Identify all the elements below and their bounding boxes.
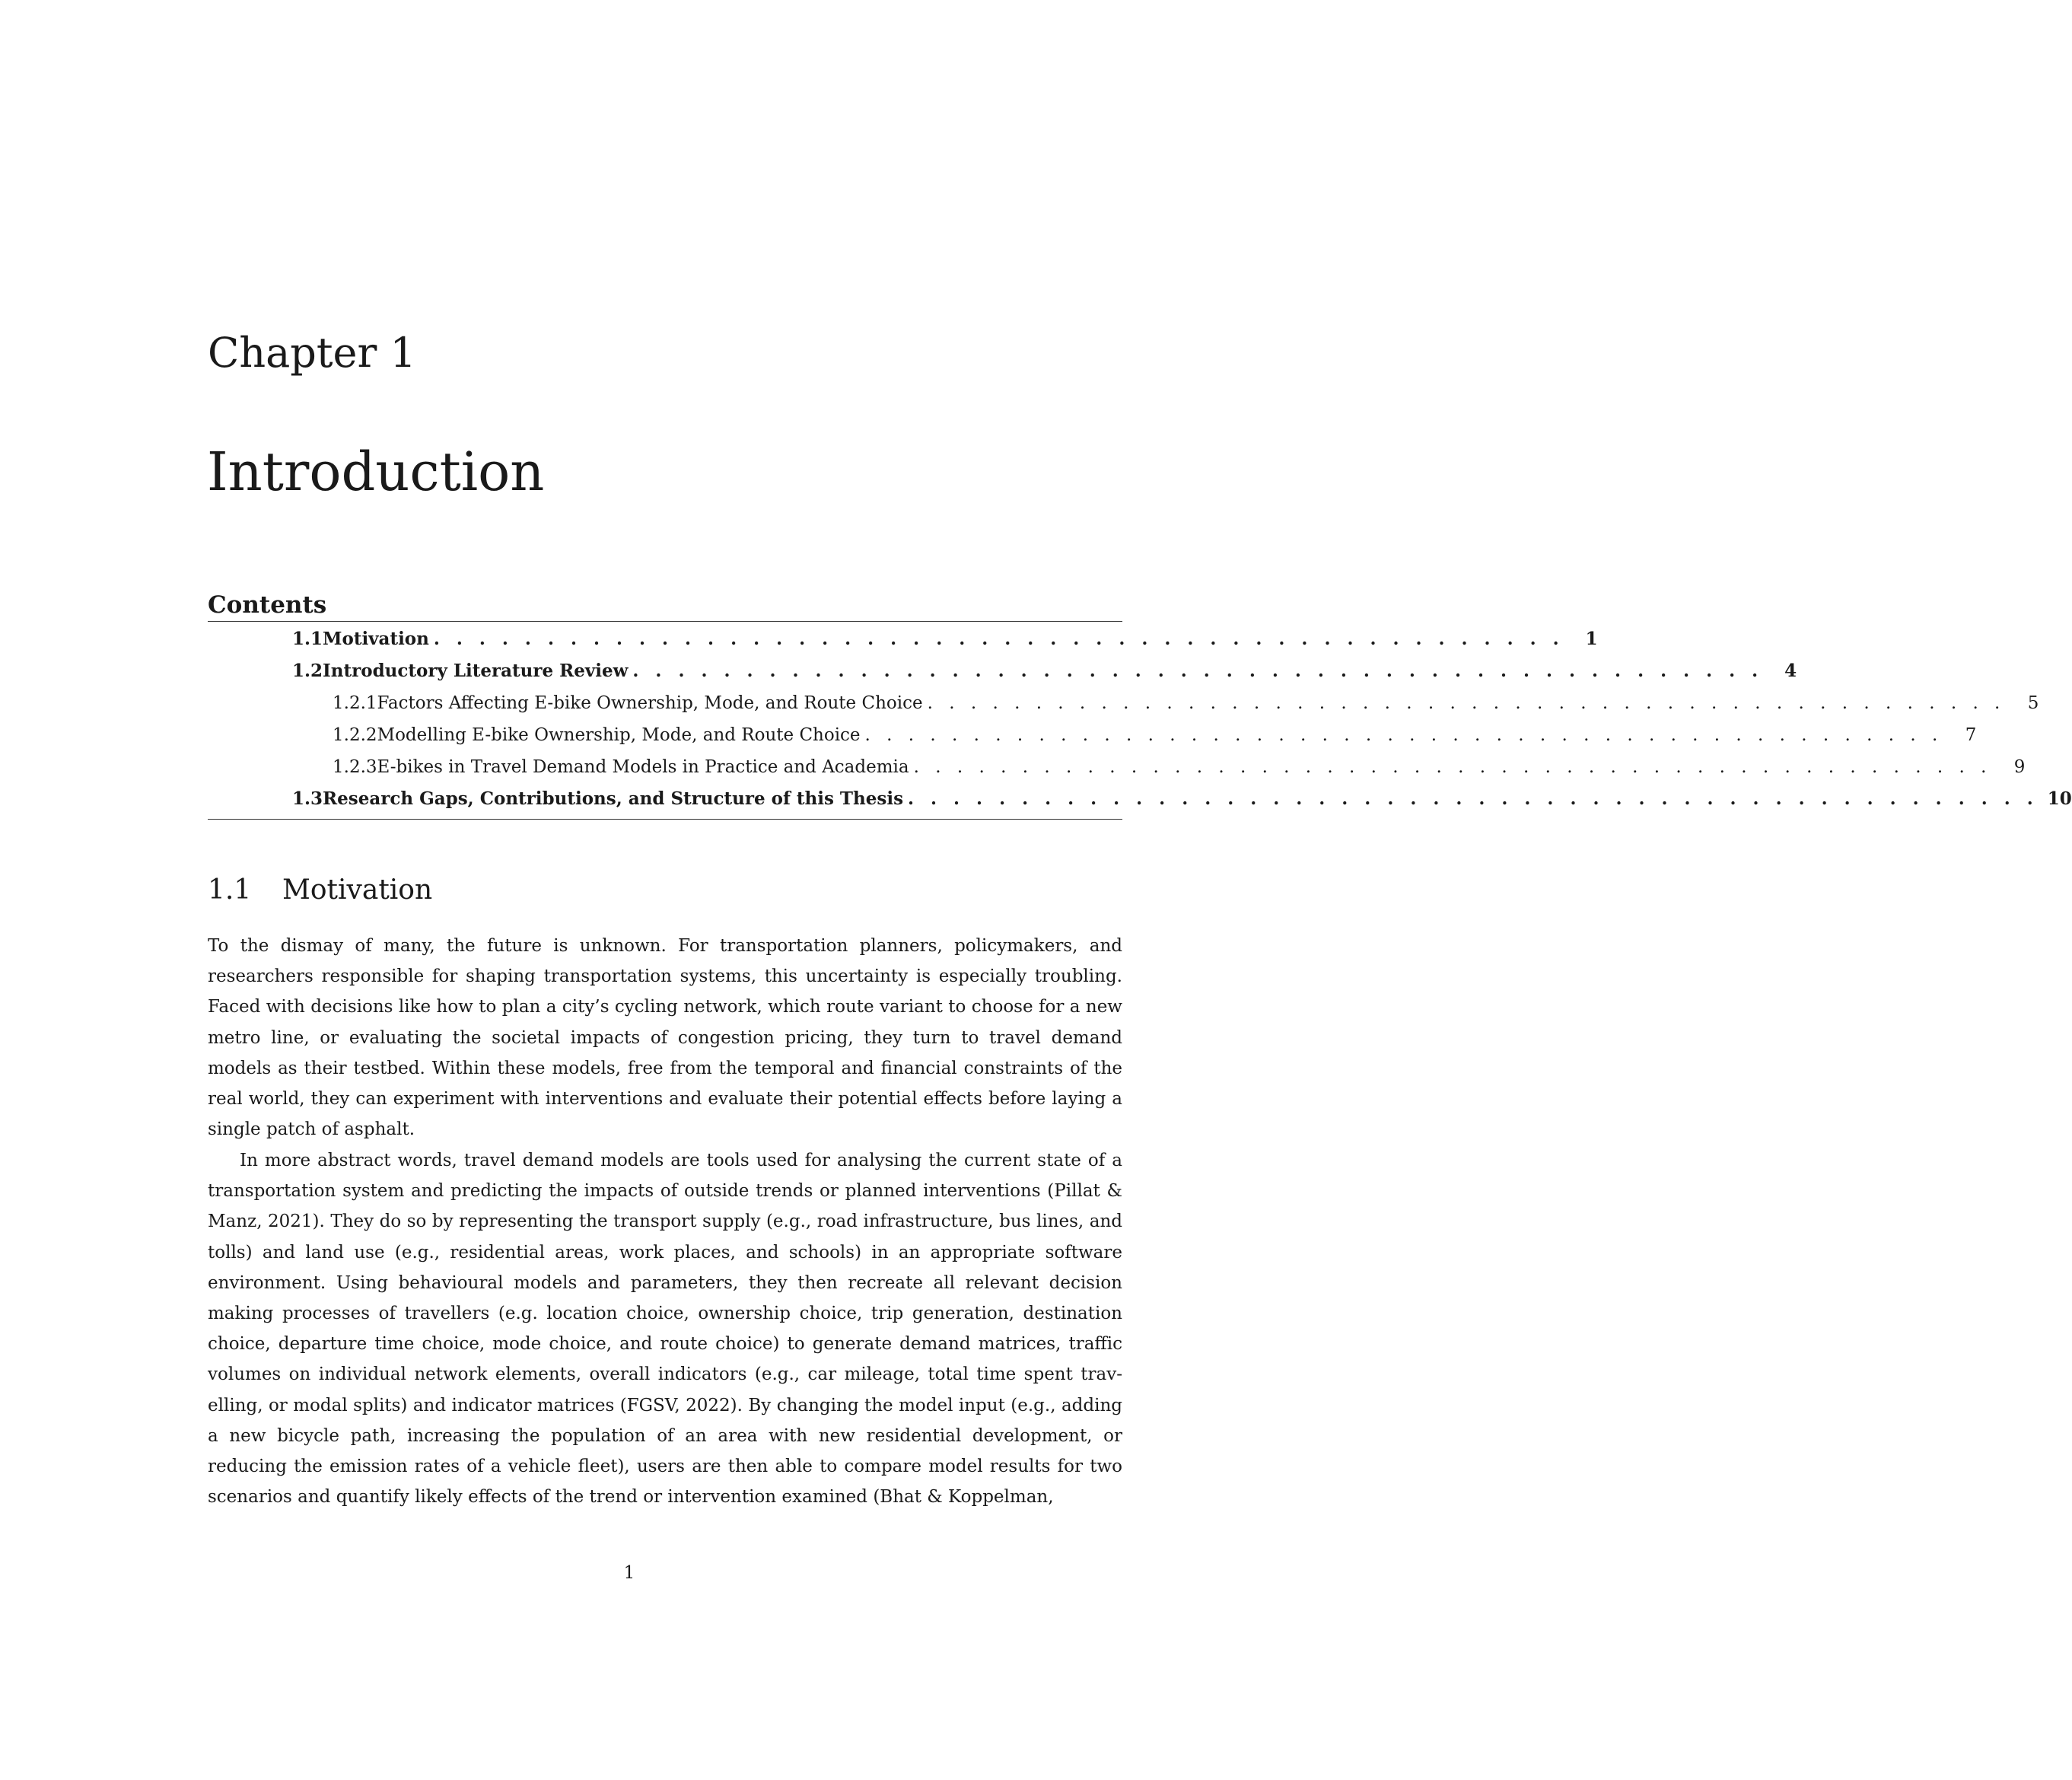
toc-dot-leader: . . . . . . . . . . . . . . . . . . . . . . . . . . . . . . . . . . . . . . . . . . . . . . . . . . [908,788,2039,809]
chapter-title: Introduction [207,441,545,503]
toc-dot-leader: . . . . . . . . . . . . . . . . . . . . . . . . . . . . . . . . . . . . . . . . . . . . . . . . . . [864,725,1943,745]
section-heading [208,874,432,907]
toc-entry-page: 5 [2027,693,2039,713]
toc-top-rule [208,621,1122,622]
toc-dot-leader: . . . . . . . . . . . . . . . . . . . . . . . . . . . . . . . . . . . . . . . . . . . . . . . . . . [913,757,1992,777]
toc-dot-leader: . . . . . . . . . . . . . . . . . . . . . . . . . . . . . . . . . . . . . . . . . . . . . . . . . . [632,661,1764,681]
toc-entry-1-2[interactable] [292,658,1797,685]
paragraph: In more abstract words, travel demand models are tools used for analysing the current state of a transportation system and predicting the impacts of outside trends or planned interventions (Pillat & Manz, 2021). They do so by representing the transport supply (e.g., road infrastructure, bus lines, and tolls) and land use (e.g., residential areas, work places, and schools) in an appropriate software environment. Using behavioural models and parameters, they then recreate all relevant decision making processes of travellers (e.g. location choice, ownership choice, trip generation, destination choice, departure time choice, mode choice, and route choice) to generate demand matrices, traffic volumes on individual network elements, overall indicators (e.g., car mileage, total time spent trav-elling, or modal splits) and indicator matrices (FGSV, 2022). By changing the model input (e.g., adding a new bicycle path, increasing the population of an area with new residential development, or reducing the emission rates of a vehicle fleet), users are then able to compare model results for two scenarios and quantify likely effects of the trend or intervention examined (Bhat & Koppelman, [208,1151,1122,1508]
toc-entry-title: Motivation [323,629,429,649]
toc-entry-1-2-3[interactable] [333,753,2026,781]
toc-entry-number: 1.3 [292,788,323,809]
toc-entry-number: 1.2.2 [333,725,377,745]
toc-entry-title: E-bikes in Travel Demand Models in Practice and Academia [377,757,909,777]
toc-dot-leader: . . . . . . . . . . . . . . . . . . . . . . . . . . . . . . . . . . . . . . . . . . . . . . . . . . [927,693,2006,713]
toc-entry-1-2-1[interactable] [333,689,2039,717]
toc-entry-number: 1.2 [292,661,323,681]
toc-entry-title: Modelling E-bike Ownership, Mode, and Route Choice [377,725,861,745]
toc-entry-page: 10 [2047,788,2072,809]
toc-entry-number: 1.1 [292,629,323,649]
chapter-label: Chapter 1 [208,329,416,377]
toc-bottom-rule [208,819,1122,820]
toc-entry-title: Factors Affecting E-bike Ownership, Mode, and Route Choice [377,693,923,713]
toc-entry-number: 1.2.1 [333,693,377,713]
toc-entry-page: 4 [1784,661,1797,681]
section-title: Motivation [282,874,433,906]
toc-entry-page: 1 [1585,629,1598,649]
toc-entry-page: 9 [2013,757,2026,777]
toc-dot-leader: . . . . . . . . . . . . . . . . . . . . . . . . . . . . . . . . . . . . . . . . . . . . . . . . . . [433,629,1564,649]
toc-entry-number: 1.2.3 [333,757,377,777]
toc-entry-page: 7 [1965,725,1977,745]
page-number: 1 [623,1563,635,1583]
toc-entry-1-1[interactable] [292,626,1598,653]
paragraph: To the dismay of many, the future is unknown. For transportation planners, policymakers, and researchers responsible for shaping transportation systems, this uncertainty is especially troubling. Faced with decisions like how to plan a city’s cycling network, which route variant to choose for a new metro line, or evaluating the societal impacts of congestion pricing, they turn to travel demand models as their testbed. Within these models, free from the temporal and financial constraints of the real world, they can experiment with interventions and evaluate their potential effects before laying a single patch of asphalt. [208,936,1122,1140]
contents-heading: Contents [208,591,327,619]
toc-entry-1-3[interactable] [292,785,2072,813]
toc-entry-title: Research Gaps, Contributions, and Structure of this Thesis [323,788,904,809]
toc-entry-title: Introductory Literature Review [323,661,629,681]
section-number: 1.1 [208,874,252,906]
toc-entry-1-2-2[interactable] [333,721,1977,749]
